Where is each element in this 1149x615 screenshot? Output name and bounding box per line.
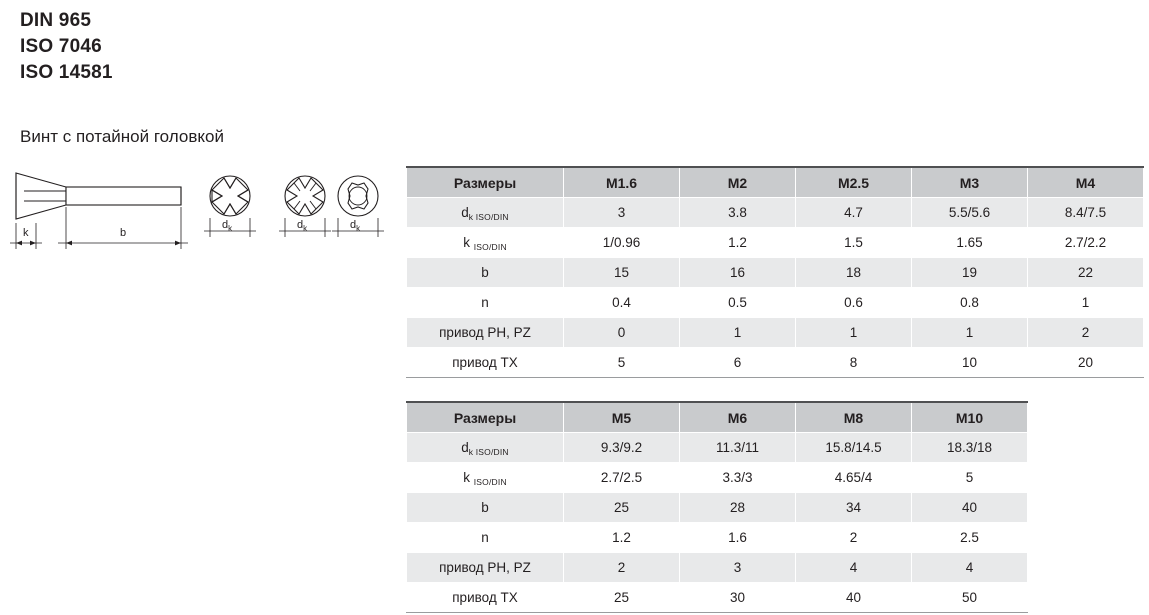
table-row [407, 433, 1028, 463]
table-row [407, 493, 1028, 523]
cell-value: 3.8 [680, 198, 796, 228]
row-label-b: b [407, 258, 564, 288]
table-row [407, 583, 1028, 613]
cell-value: 15.8/14.5 [796, 433, 912, 463]
row-label-n: n [407, 523, 564, 553]
cell-value: 8 [796, 348, 912, 378]
table-row [407, 318, 1144, 348]
cell-value: 6 [680, 348, 796, 378]
torx-head-top-view-icon [338, 176, 378, 216]
standard-line: ISO 7046 [20, 36, 102, 57]
column-header-m2: M2 [680, 167, 796, 198]
cell-value: 11.3/11 [680, 433, 796, 463]
cell-value: 2.7/2.2 [1028, 228, 1144, 258]
dimension-label-dk: $d_k$ [222, 219, 233, 233]
countersunk-side-view-icon [16, 173, 181, 219]
cell-value: 4 [912, 553, 1028, 583]
cell-value: 50 [912, 583, 1028, 613]
cell-value: 3 [564, 198, 680, 228]
column-header-m8: M8 [796, 402, 912, 433]
row-label-drive-ph-pz: привод PH, PZ [407, 318, 564, 348]
cell-value: 4.7 [796, 198, 912, 228]
dimension-label-k: k [23, 227, 29, 239]
cell-value: 1 [1028, 288, 1144, 318]
cell-value: 1.6 [680, 523, 796, 553]
cell-value: 1 [796, 318, 912, 348]
cell-value: 40 [796, 583, 912, 613]
cell-value: 2.5 [912, 523, 1028, 553]
cell-value: 30 [680, 583, 796, 613]
cell-value: 4 [796, 553, 912, 583]
column-header-sizes: Размеры [407, 167, 564, 198]
dimensions-table-large-sizes [406, 401, 1028, 613]
cell-value: 28 [680, 493, 796, 523]
row-label-dk: $d_{k ISO/DIN}$ [407, 198, 564, 228]
screw-technical-drawing [8, 165, 393, 270]
column-header-m3: M3 [912, 167, 1028, 198]
column-header-m5: M5 [564, 402, 680, 433]
page-subtitle: Винт с потайной головкой [20, 127, 224, 146]
cell-value: 5 [564, 348, 680, 378]
cell-value: 0.4 [564, 288, 680, 318]
row-label-n: n [407, 288, 564, 318]
cell-value: 1.5 [796, 228, 912, 258]
standard-line: DIN 965 [20, 10, 92, 31]
cell-value: 0.5 [680, 288, 796, 318]
cell-value: 19 [912, 258, 1028, 288]
row-label-dk: $d_{k ISO/DIN}$ [407, 433, 564, 463]
cell-value: 3.3/3 [680, 463, 796, 493]
cell-value: 5.5/5.6 [912, 198, 1028, 228]
cell-value: 1 [680, 318, 796, 348]
cell-value: 16 [680, 258, 796, 288]
cell-value: 18 [796, 258, 912, 288]
table-row [407, 463, 1028, 493]
cell-value: 0.8 [912, 288, 1028, 318]
cell-value: 1 [912, 318, 1028, 348]
column-header-sizes: Размеры [407, 402, 564, 433]
table-row [407, 228, 1144, 258]
row-label-drive-ph-pz: привод PH, PZ [407, 553, 564, 583]
column-header-m4: M4 [1028, 167, 1144, 198]
row-label-k: k $_{ISO/DIN}$ [407, 228, 564, 258]
cell-value: 0 [564, 318, 680, 348]
column-header-m2-5: M2.5 [796, 167, 912, 198]
cell-value: 18.3/18 [912, 433, 1028, 463]
cell-value: 20 [1028, 348, 1144, 378]
cell-value: 9.3/9.2 [564, 433, 680, 463]
cell-value: 5 [912, 463, 1028, 493]
drawing-svg [8, 165, 393, 270]
table-row [407, 523, 1028, 553]
column-header-m6: M6 [680, 402, 796, 433]
table-row [407, 288, 1144, 318]
pozidriv-head-top-view-icon [285, 176, 325, 216]
cell-value: 1.2 [680, 228, 796, 258]
row-label-drive-tx: привод TX [407, 583, 564, 613]
row-label-k: k $_{ISO/DIN}$ [407, 463, 564, 493]
table-header-row [407, 167, 1144, 198]
standard-line: ISO 14581 [20, 62, 113, 83]
table-row [407, 348, 1144, 378]
dimension-label-dk: $d_k$ [350, 219, 361, 233]
cell-value: 3 [680, 553, 796, 583]
cell-value: 15 [564, 258, 680, 288]
cell-value: 25 [564, 493, 680, 523]
cell-value: 10 [912, 348, 1028, 378]
phillips-head-top-view-icon [210, 176, 250, 216]
standards-list [20, 8, 113, 86]
table-row [407, 553, 1028, 583]
cell-value: 1.2 [564, 523, 680, 553]
cell-value: 0.6 [796, 288, 912, 318]
cell-value: 1.65 [912, 228, 1028, 258]
table-row [407, 198, 1144, 228]
row-label-drive-tx: привод TX [407, 348, 564, 378]
cell-value: 2 [564, 553, 680, 583]
table-header-row [407, 402, 1028, 433]
column-header-m1-6: M1.6 [564, 167, 680, 198]
table-row [407, 258, 1144, 288]
cell-value: 4.65/4 [796, 463, 912, 493]
cell-value: 34 [796, 493, 912, 523]
cell-value: 2 [1028, 318, 1144, 348]
row-label-b: b [407, 493, 564, 523]
column-header-m10: M10 [912, 402, 1028, 433]
cell-value: 40 [912, 493, 1028, 523]
cell-value: 8.4/7.5 [1028, 198, 1144, 228]
cell-value: 25 [564, 583, 680, 613]
dimension-label-b: b [120, 227, 127, 239]
cell-value: 1/0.96 [564, 228, 680, 258]
cell-value: 2.7/2.5 [564, 463, 680, 493]
cell-value: 2 [796, 523, 912, 553]
dimension-label-dk: $d_k$ [297, 219, 308, 233]
dimensions-table-small-sizes [406, 166, 1144, 378]
cell-value: 22 [1028, 258, 1144, 288]
